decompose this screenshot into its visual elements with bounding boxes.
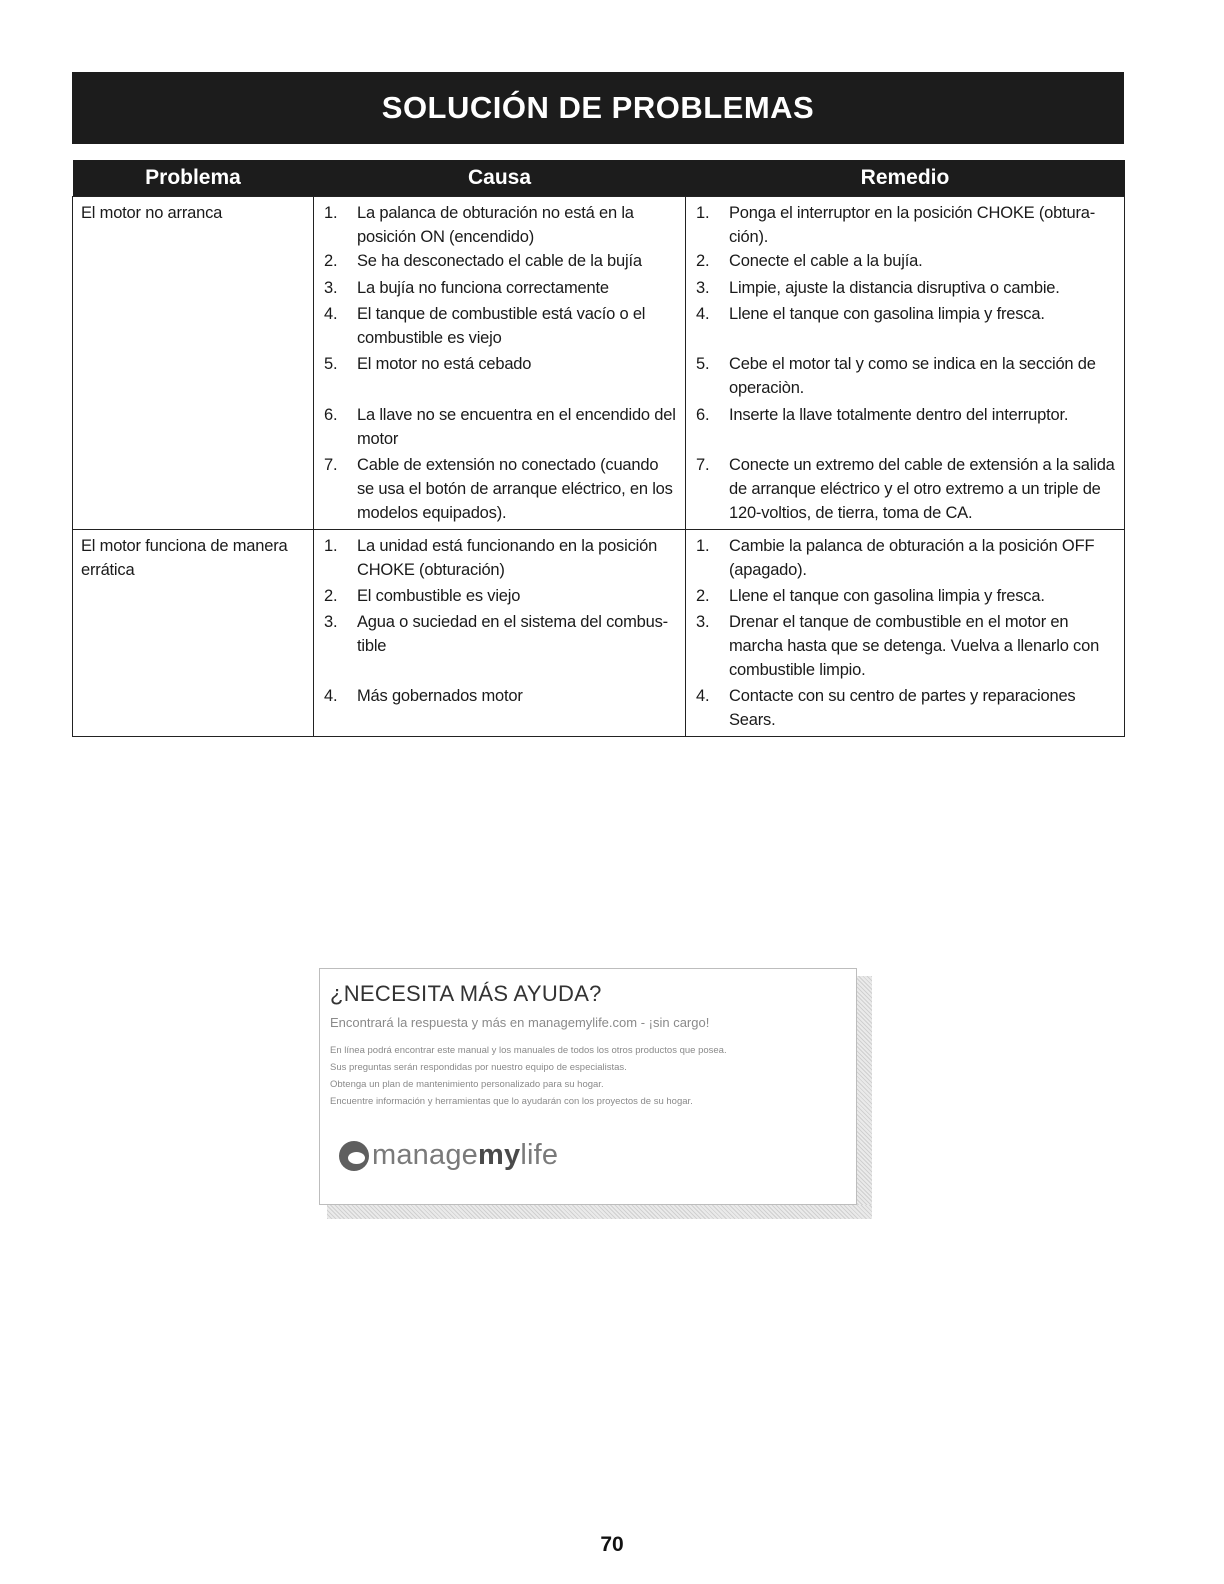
list-item: 6. La llave no se encuentra en el encendido del motor [324, 406, 676, 448]
list-item: 4. Llene el tanque con gasolina limpia y fresca. [696, 305, 1045, 323]
logo-wordmark: managemylife [372, 1139, 559, 1171]
help-box-shadow [857, 976, 872, 1217]
list-item: 5. El motor no está cebado [324, 355, 532, 373]
list-item: 1. La palanca de obturación no está en la posición ON (encendido) [324, 204, 634, 246]
list-item: 5. Cebe el motor tal y como se indica en la sección de operaciòn. [696, 355, 1096, 397]
help-line: En línea podrá encontrar este manual y los manuales de todos los otros productos que posea. [330, 1045, 727, 1056]
help-title: ¿NECESITA MÁS AYUDA? [330, 981, 602, 1006]
page-number: 70 [600, 1533, 624, 1556]
remedy-cell [686, 530, 1125, 737]
cause-cell [314, 530, 686, 737]
list-item: 7. Cable de extensión no conectado (cuando se usa el botón de arranque eléctrico, en los modelos equipados). [324, 456, 673, 522]
problem-cell: El motor funciona de manera errática [73, 530, 314, 737]
help-subtitle: Encontrará la respuesta y más en managemylife.com - ¡sin cargo! [330, 1015, 710, 1030]
help-line: Encuentre información y herramientas que lo ayudarán con los proyectos de su hogar. [330, 1096, 693, 1107]
list-item: 4. El tanque de combustible está vacío o el combustible es viejo [324, 305, 646, 347]
list-item: 1. Ponga el interruptor en la posición CHOKE (obtura-ción). [696, 204, 1096, 246]
list-item: 2. Conecte el cable a la bujía. [696, 252, 923, 270]
help-box [319, 968, 857, 1205]
list-item: 7. Conecte un extremo del cable de extensión a la salida de arranque eléctrico y el otro extremo a un triple de 120-voltios, de tierra, toma de CA. [696, 456, 1115, 522]
table-row [73, 530, 1125, 737]
table-header-row [73, 160, 1125, 197]
list-item: 2. Llene el tanque con gasolina limpia y fresca. [696, 587, 1045, 605]
page-title-banner: SOLUCIÓN DE PROBLEMAS [72, 72, 1124, 144]
list-item: 6. Inserte la llave totalmente dentro del interruptor. [696, 406, 1069, 424]
list-item: 3. Agua o suciedad en el sistema del combus-tible [324, 613, 668, 655]
list-item: 1. Cambie la palanca de obturación a la posición OFF (apagado). [696, 537, 1095, 579]
help-line: Sus preguntas serán respondidas por nuestro equipo de especialistas. [330, 1062, 627, 1073]
remedy-cell [686, 197, 1125, 530]
managemylife-logo [339, 1139, 558, 1172]
header-remedio: Remedio [686, 160, 1125, 197]
list-item: 3. Limpie, ajuste la distancia disruptiva o cambie. [696, 279, 1060, 297]
header-causa: Causa [314, 160, 686, 197]
cause-cell [314, 197, 686, 530]
list-item: 2. El combustible es viejo [324, 587, 521, 605]
list-item: 4. Contacte con su centro de partes y reparaciones Sears. [696, 687, 1076, 729]
list-item: 2. Se ha desconectado el cable de la bujía [324, 252, 642, 270]
problem-cell: El motor no arranca [73, 197, 314, 530]
help-box-shadow [327, 1205, 872, 1219]
logo-mark-icon [339, 1141, 369, 1171]
list-item: 1. La unidad está funcionando en la posición CHOKE (obturación) [324, 537, 658, 579]
list-item: 4. Más gobernados motor [324, 687, 523, 705]
list-item: 3. La bujía no funciona correctamente [324, 279, 609, 297]
help-line: Obtenga un plan de mantenimiento personalizado para su hogar. [330, 1079, 604, 1090]
troubleshooting-table [72, 160, 1125, 737]
header-problema: Problema [73, 160, 314, 197]
table-row [73, 197, 1125, 530]
list-item: 3. Drenar el tanque de combustible en el motor en marcha hasta que se detenga. Vuelva a llenarlo con combustible limpio. [696, 613, 1100, 679]
